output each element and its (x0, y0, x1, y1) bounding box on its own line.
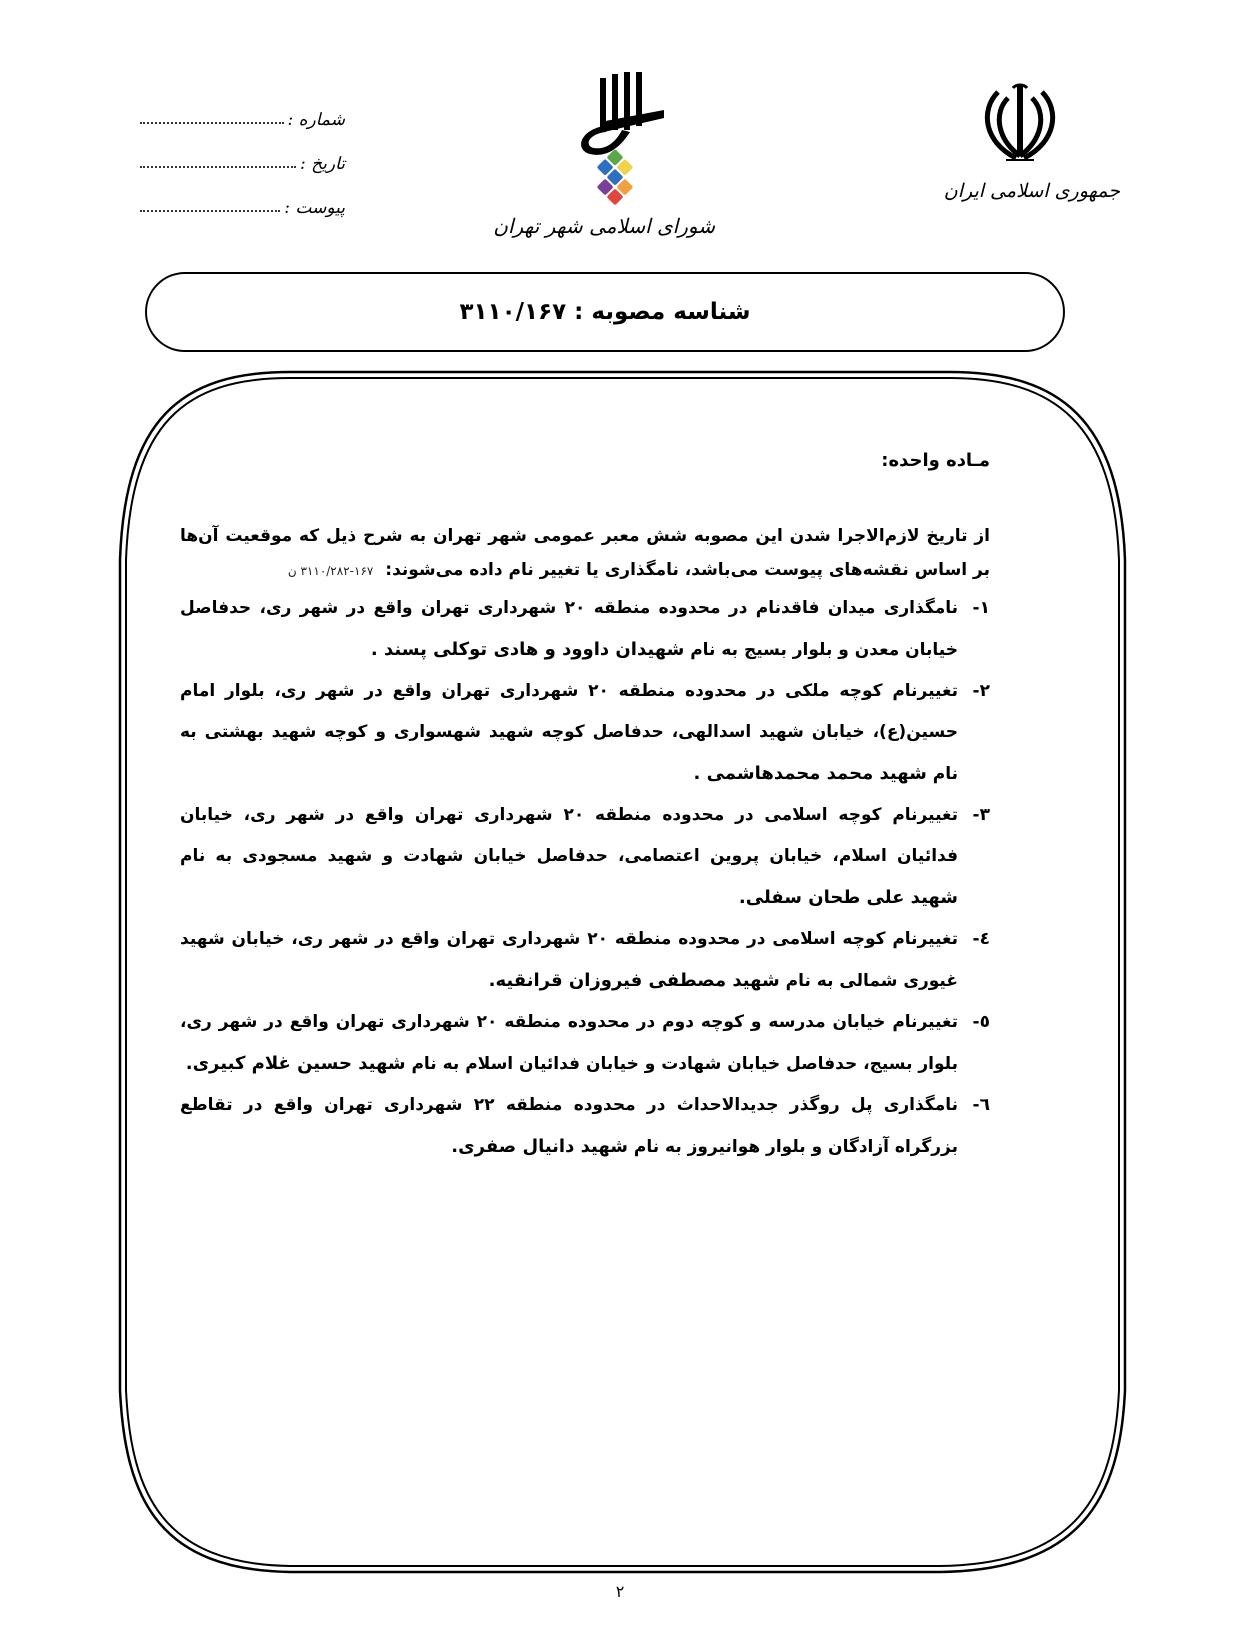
iran-emblem-icon (980, 76, 1060, 166)
council-logo-icon (560, 70, 670, 210)
item-number: ٤- (972, 929, 990, 949)
item-name: شهید محمد محمدهاشمی (706, 763, 927, 784)
intro-text: از تاریخ لازم‌الاجرا شدن این مصوبه شش معبر عمومی شهر تهران به شرح ذیل که موقعیت آن‌ها بر اساس نقشه‌های پیوست می‌باشد، نامگذاری یا تغییر نام داده می‌شوند: (180, 526, 990, 580)
item-name: شهیدان داوود و هادی توکلی پسند (384, 639, 685, 660)
date-value (140, 165, 296, 168)
national-emblem (943, 76, 1120, 202)
item-name: شهید حسین غلام کبیری (192, 1053, 406, 1074)
resolution-id-box (145, 272, 1065, 352)
section-title: مـاده واحده: (881, 450, 990, 471)
list-item (180, 671, 990, 795)
emblem-caption: جمهوری اسلامی ایران (943, 180, 1120, 202)
item-text: تغییرنام کوچه اسلامی در محدوده منطقه ۲۰ شهرداری تهران واقع در شهر ری، خیابان شهید غیوری شمالی به نام (180, 929, 958, 991)
attachment-field (140, 174, 345, 218)
number-field (140, 86, 345, 130)
council-name: شورای اسلامی شهر تهران (493, 214, 715, 238)
intro-paragraph (180, 519, 990, 588)
item-text: تغییرنام خیابان مدرسه و کوچه دوم در محدوده منطقه ۲۰ شهرداری تهران واقع در شهر ری، بلوار بسیج، حدفاصل خیابان شهادت و خیابان فدائیان اسلام به نام (180, 1012, 958, 1074)
page-number: ۲ (615, 1582, 625, 1601)
item-text: نامگذاری میدان فاقدنام در محدوده منطقه ۲۰ شهرداری تهران واقع در شهر ری، حدفاصل خیابان معدن و بلوار بسیج به نام (180, 598, 958, 660)
attachment-value (140, 209, 280, 212)
list-item (180, 588, 990, 671)
item-text: نامگذاری پل روگذر جدیدالاحداث در محدوده منطقه ۲۲ شهرداری تهران واقع در تقاطع بزرگراه آزادگان و بلوار هوانیروز به نام (180, 1095, 958, 1157)
council-logo (493, 70, 715, 238)
item-name: شهید علی طحان سفلی (745, 887, 958, 908)
resolution-id-label: شناسه مصوبه : (574, 299, 751, 325)
resolution-id (459, 299, 750, 325)
date-label: تاریخ : (300, 154, 345, 174)
number-label: شماره : (287, 110, 345, 130)
item-number: ۱- (972, 598, 990, 618)
item-text: تغییرنام کوچه ملکی در محدوده منطقه ۲۰ شهرداری تهران واقع در شهر ری، بلوار امام حسین(ع)، خیابان شهید اسدالهی، حدفاصل کوچه شهید شهسواری و کوچه شهید بهشتی به نام (180, 681, 958, 784)
item-number: ٥- (972, 1012, 990, 1032)
item-end: . (185, 1053, 193, 1074)
date-field (140, 130, 345, 174)
item-number: ٦- (972, 1095, 990, 1115)
item-end: . (693, 763, 707, 784)
item-end: . (738, 887, 746, 908)
item-end: . (488, 970, 496, 991)
list-item (180, 1085, 990, 1168)
resolution-body (180, 450, 990, 1168)
item-text: تغییرنام کوچه اسلامی در محدوده منطقه ۲۰ شهرداری تهران واقع در شهر ری، خیابان فدائیان اسلام، خیابان پروین اعتصامی، حدفاصل خیابان شهادت و شهید مسجودی به نام (180, 805, 958, 866)
item-number: ۲- (972, 681, 990, 701)
item-name: شهید دانیال صفری (458, 1136, 628, 1157)
letter-meta-fields (140, 86, 345, 218)
item-end: . (370, 639, 385, 660)
resolution-id-value: ۳۱۱۰/۱۶۷ (459, 299, 567, 325)
reference-code: ۱۶۷-۳۱۱۰/۲۸۲ ن (287, 564, 374, 578)
item-number: ۳- (972, 805, 990, 825)
list-item (180, 919, 990, 1002)
list-item (180, 1002, 990, 1085)
number-value (140, 121, 284, 124)
item-end: . (451, 1136, 459, 1157)
item-name: شهید مصطفی فیروزان قرانقیه (495, 970, 780, 991)
list-item (180, 795, 990, 919)
attachment-label: پیوست : (284, 198, 345, 218)
